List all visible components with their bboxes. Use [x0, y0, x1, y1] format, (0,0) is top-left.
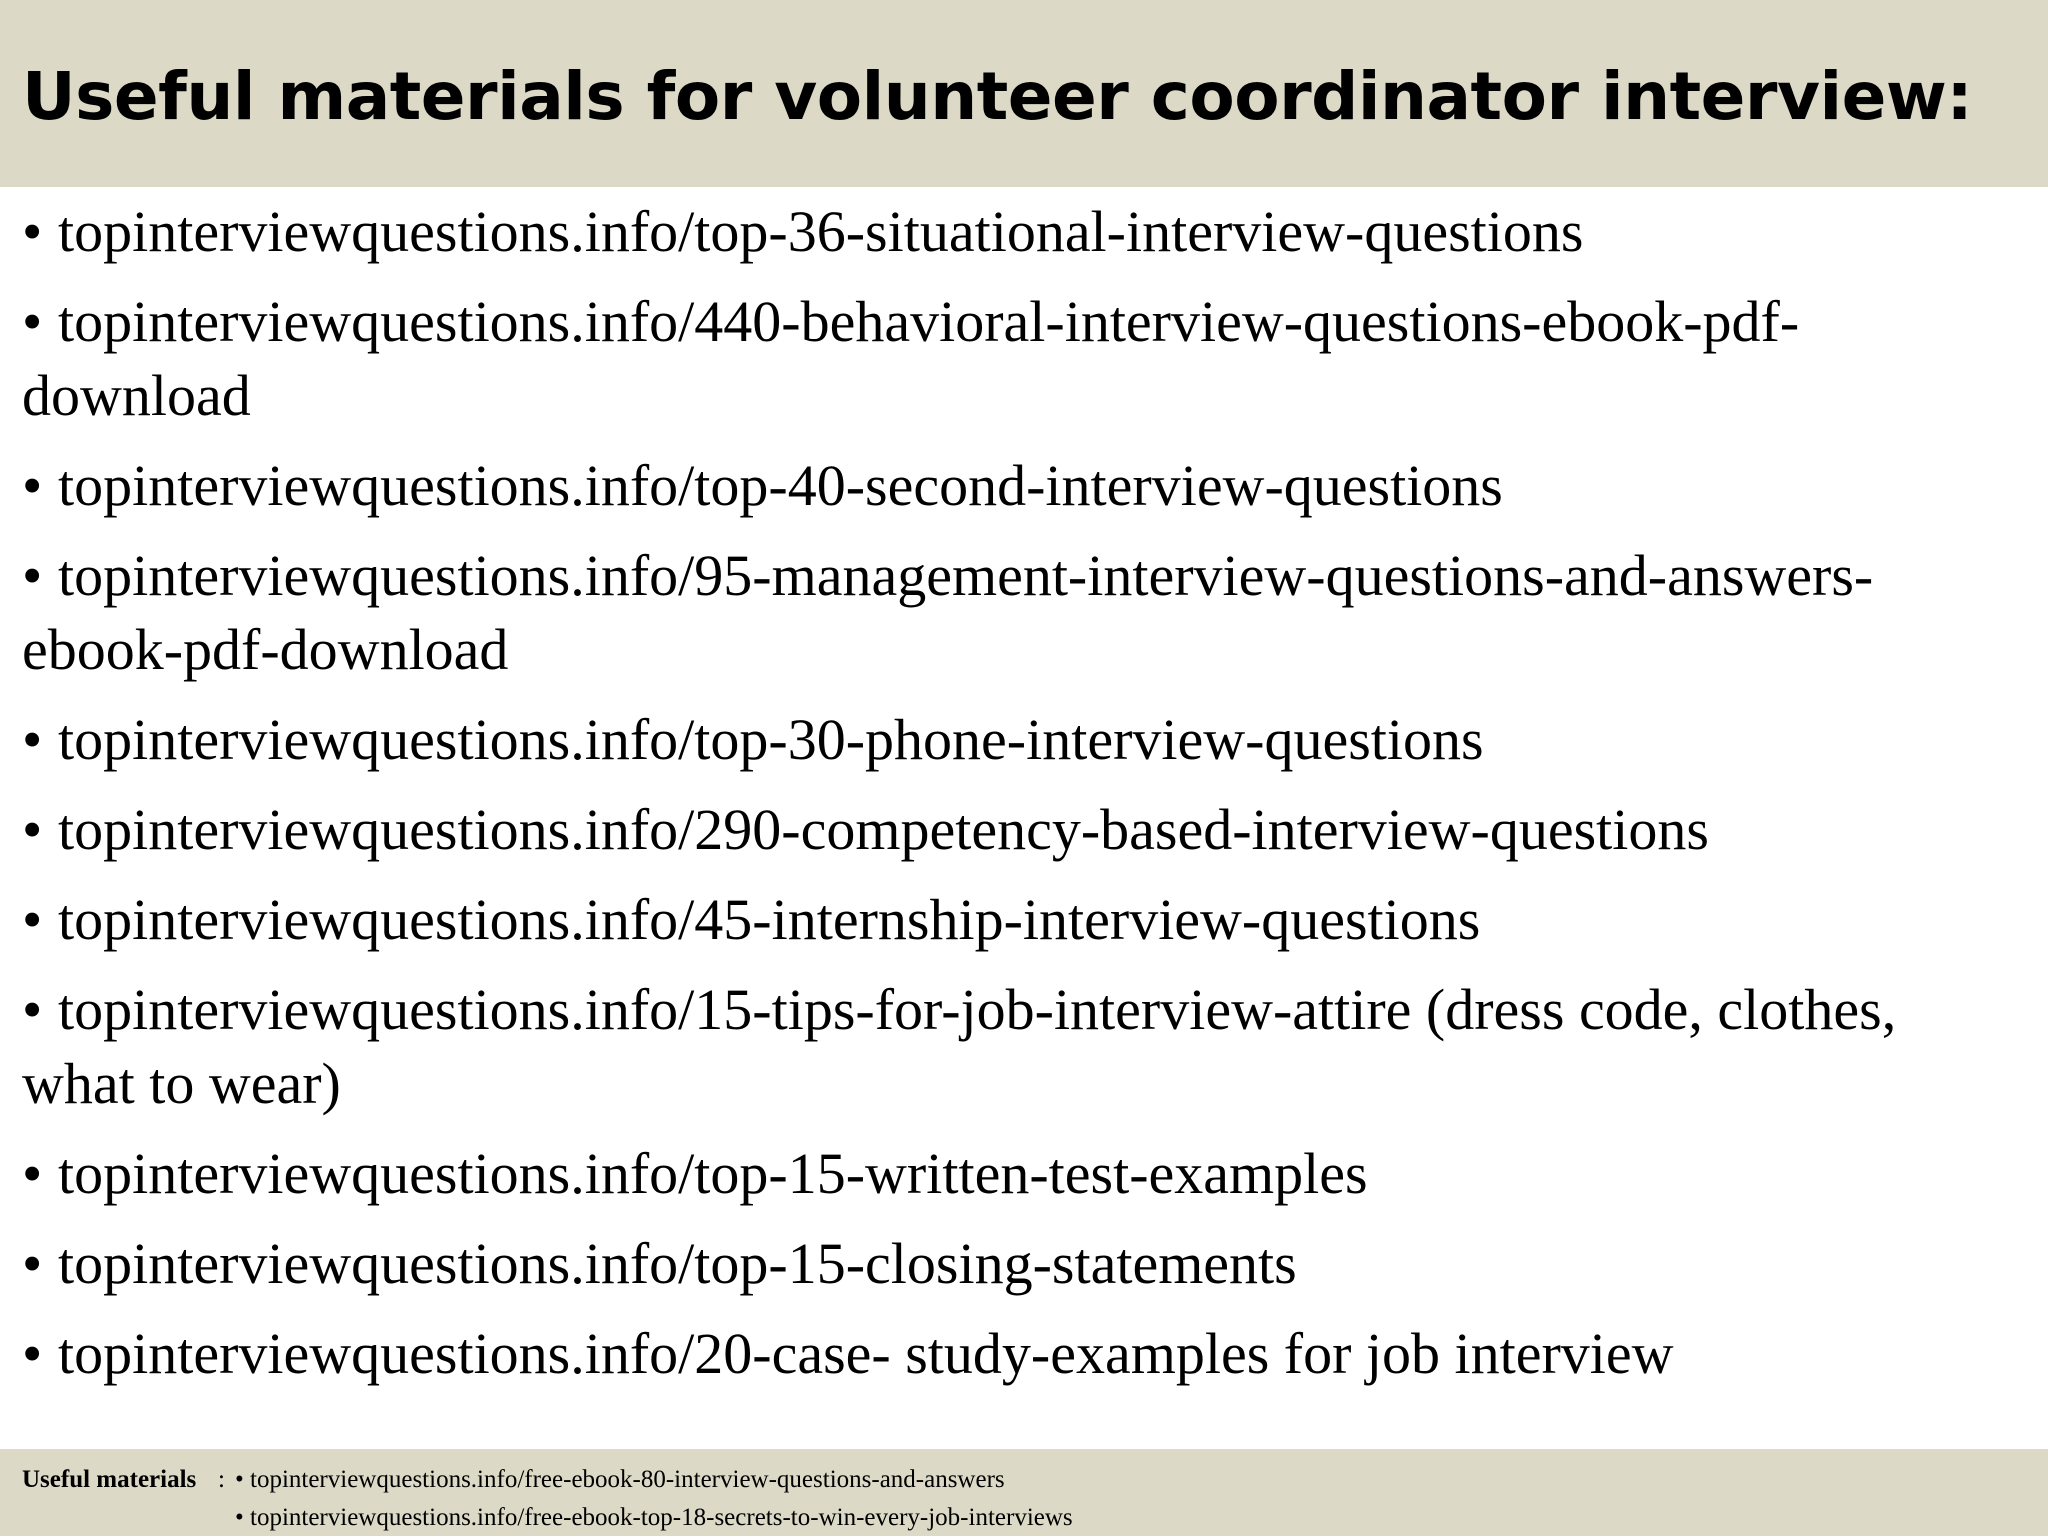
material-link[interactable]: topinterviewquestions.info/top-36-situational-interview-questions: [58, 199, 1584, 264]
list-item: [22, 195, 2022, 269]
bullet: •: [22, 1231, 43, 1296]
footer-link[interactable]: • topinterviewquestions.info/free-ebook-80-interview-questions-and-answers: [235, 1466, 1005, 1493]
list-item: [22, 539, 2022, 687]
list-item: [22, 1137, 2022, 1211]
list-item: [22, 973, 2022, 1121]
bullet: •: [22, 543, 43, 608]
list-item: [22, 883, 2022, 957]
material-link[interactable]: topinterviewquestions.info/top-30-phone-interview-questions: [58, 707, 1484, 772]
footer-label: Useful materials: [22, 1466, 197, 1493]
list-item: [22, 285, 2022, 433]
material-link[interactable]: topinterviewquestions.info/top-40-second-interview-questions: [58, 453, 1503, 518]
bullet: •: [22, 199, 43, 264]
bullet: •: [22, 289, 43, 354]
title-bar: [0, 0, 2048, 187]
footer-bar: [0, 1449, 2048, 1536]
footer-links: [235, 1461, 1073, 1537]
bullet: •: [22, 453, 43, 518]
list-item: [22, 1317, 2022, 1391]
bullet: •: [22, 887, 43, 952]
footer-colon: :: [218, 1466, 225, 1493]
materials-list: [22, 195, 2022, 1407]
bullet: •: [22, 1321, 43, 1386]
material-link[interactable]: topinterviewquestions.info/15-tips-for-job-interview-attire (dress code, clothes, what to wear): [22, 977, 1897, 1116]
material-link[interactable]: topinterviewquestions.info/top-15-written-test-examples: [58, 1141, 1368, 1206]
list-item: [22, 449, 2022, 523]
bullet: •: [22, 1141, 43, 1206]
bullet: •: [22, 707, 43, 772]
bullet: •: [22, 797, 43, 862]
list-item: [22, 1227, 2022, 1301]
list-item: [22, 703, 2022, 777]
slide-title: Useful materials for volunteer coordinator interview:: [22, 58, 1973, 135]
material-link[interactable]: topinterviewquestions.info/95-management-interview-questions-and-answers-ebook-pdf-download: [22, 543, 1874, 682]
material-link[interactable]: topinterviewquestions.info/290-competency-based-interview-questions: [58, 797, 1709, 862]
material-link[interactable]: topinterviewquestions.info/top-15-closing-statements: [58, 1231, 1297, 1296]
material-link[interactable]: topinterviewquestions.info/45-internship-interview-questions: [58, 887, 1481, 952]
material-link[interactable]: topinterviewquestions.info/20-case- study-examples for job interview: [58, 1321, 1674, 1386]
list-item: [22, 793, 2022, 867]
footer-link[interactable]: • topinterviewquestions.info/free-ebook-top-18-secrets-to-win-every-job-interviews: [235, 1504, 1073, 1531]
bullet: •: [22, 977, 43, 1042]
material-link[interactable]: topinterviewquestions.info/440-behavioral-interview-questions-ebook-pdf-download: [22, 289, 1800, 428]
